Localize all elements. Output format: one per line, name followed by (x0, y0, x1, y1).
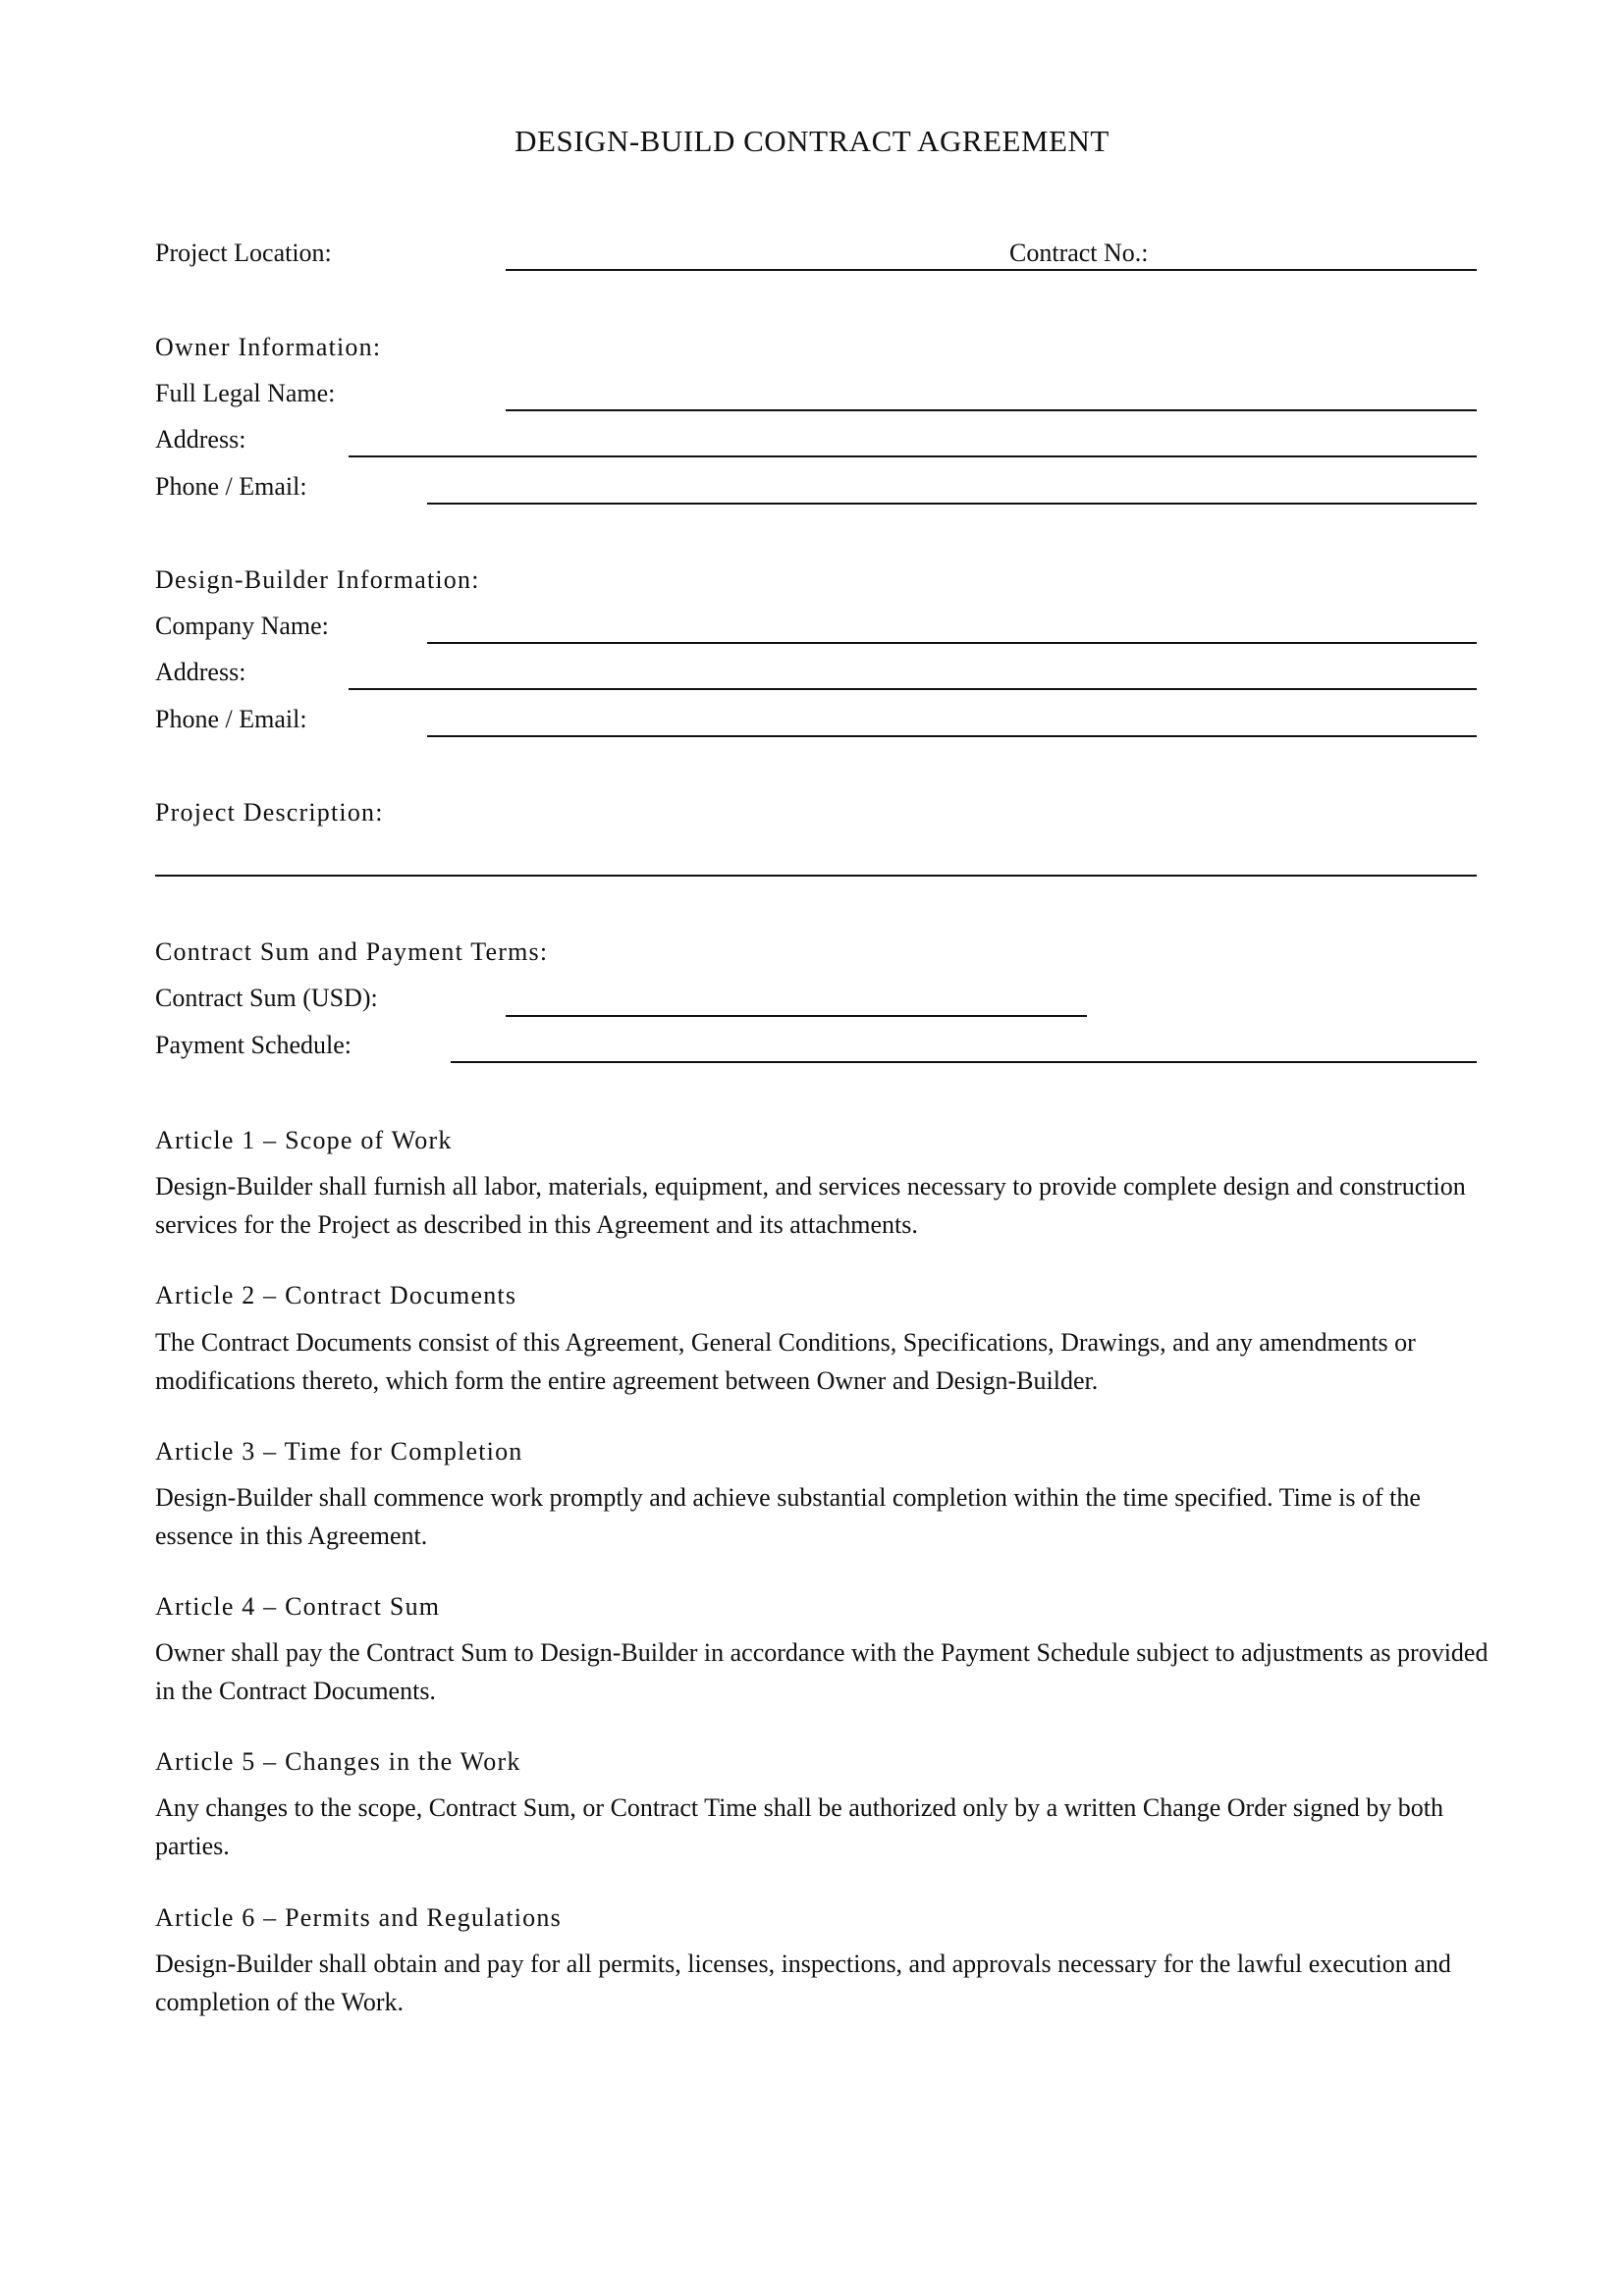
project-location-field[interactable] (506, 269, 1010, 271)
contract-no-field[interactable] (1009, 269, 1477, 271)
contract-sum-label: Contract Sum (USD): (155, 984, 378, 1012)
article-heading: Article 6 – Permits and Regulations (155, 1903, 562, 1932)
owner-address-label: Address: (155, 425, 246, 454)
design-builder-address-label: Address: (155, 658, 246, 686)
owner-phone-email-field[interactable] (427, 503, 1477, 505)
owner-info-heading: Owner Information: (155, 333, 382, 361)
project-description-heading: Project Description: (155, 798, 384, 827)
owner-phone-email-label: Phone / Email: (155, 472, 307, 501)
article-body: Design-Builder shall obtain and pay for all permits, licenses, inspections, and approvals necessary for the lawful execution and completion of the Work. (155, 1949, 1451, 2016)
article-body: Design-Builder shall commence work promptly and achieve substantial completion within the time specified. Time is of the essence in this Agreement. (155, 1483, 1421, 1550)
company-name-label: Company Name: (155, 612, 329, 640)
design-builder-phone-email-field[interactable] (427, 735, 1477, 737)
payment-schedule-label: Payment Schedule: (155, 1031, 352, 1059)
payment-terms-heading: Contract Sum and Payment Terms: (155, 937, 549, 966)
article-body: Owner shall pay the Contract Sum to Design-Builder in accordance with the Payment Schedule subject to adjustments as provided in the Contract Documents. (155, 1638, 1489, 1705)
owner-full-legal-name-field[interactable] (506, 409, 1477, 411)
owner-full-legal-name-label: Full Legal Name: (155, 379, 336, 407)
article-body: Design-Builder shall furnish all labor, materials, equipment, and services necessary to provide complete design and construction services for the Project as described in this Agreement and its attachments. (155, 1172, 1466, 1239)
article-body: The Contract Documents consist of this Agreement, General Conditions, Specifications, Drawings, and any amendments or modifications thereto, which form the entire agreement between Owner and Design-Builder. (155, 1328, 1416, 1395)
company-name-field[interactable] (427, 642, 1477, 644)
article-heading: Article 2 – Contract Documents (155, 1281, 517, 1309)
design-builder-phone-email-label: Phone / Email: (155, 705, 307, 733)
article-heading: Article 4 – Contract Sum (155, 1592, 441, 1621)
document-title: DESIGN-BUILD CONTRACT AGREEMENT (514, 124, 1110, 158)
article-heading: Article 1 – Scope of Work (155, 1126, 453, 1154)
project-description-field[interactable] (155, 875, 1477, 877)
owner-address-field[interactable] (349, 455, 1477, 457)
contract-no-label: Contract No.: (1009, 239, 1149, 267)
article-body: Any changes to the scope, Contract Sum, or Contract Time shall be authorized only by a written Change Order signed by both parties. (155, 1793, 1444, 1860)
design-builder-info-heading: Design-Builder Information: (155, 565, 480, 594)
payment-schedule-field[interactable] (451, 1061, 1477, 1063)
contract-sum-field[interactable] (506, 1015, 1087, 1017)
design-builder-address-field[interactable] (349, 688, 1477, 690)
article-heading: Article 5 – Changes in the Work (155, 1747, 521, 1776)
project-location-label: Project Location: (155, 239, 332, 267)
article-heading: Article 3 – Time for Completion (155, 1437, 523, 1466)
